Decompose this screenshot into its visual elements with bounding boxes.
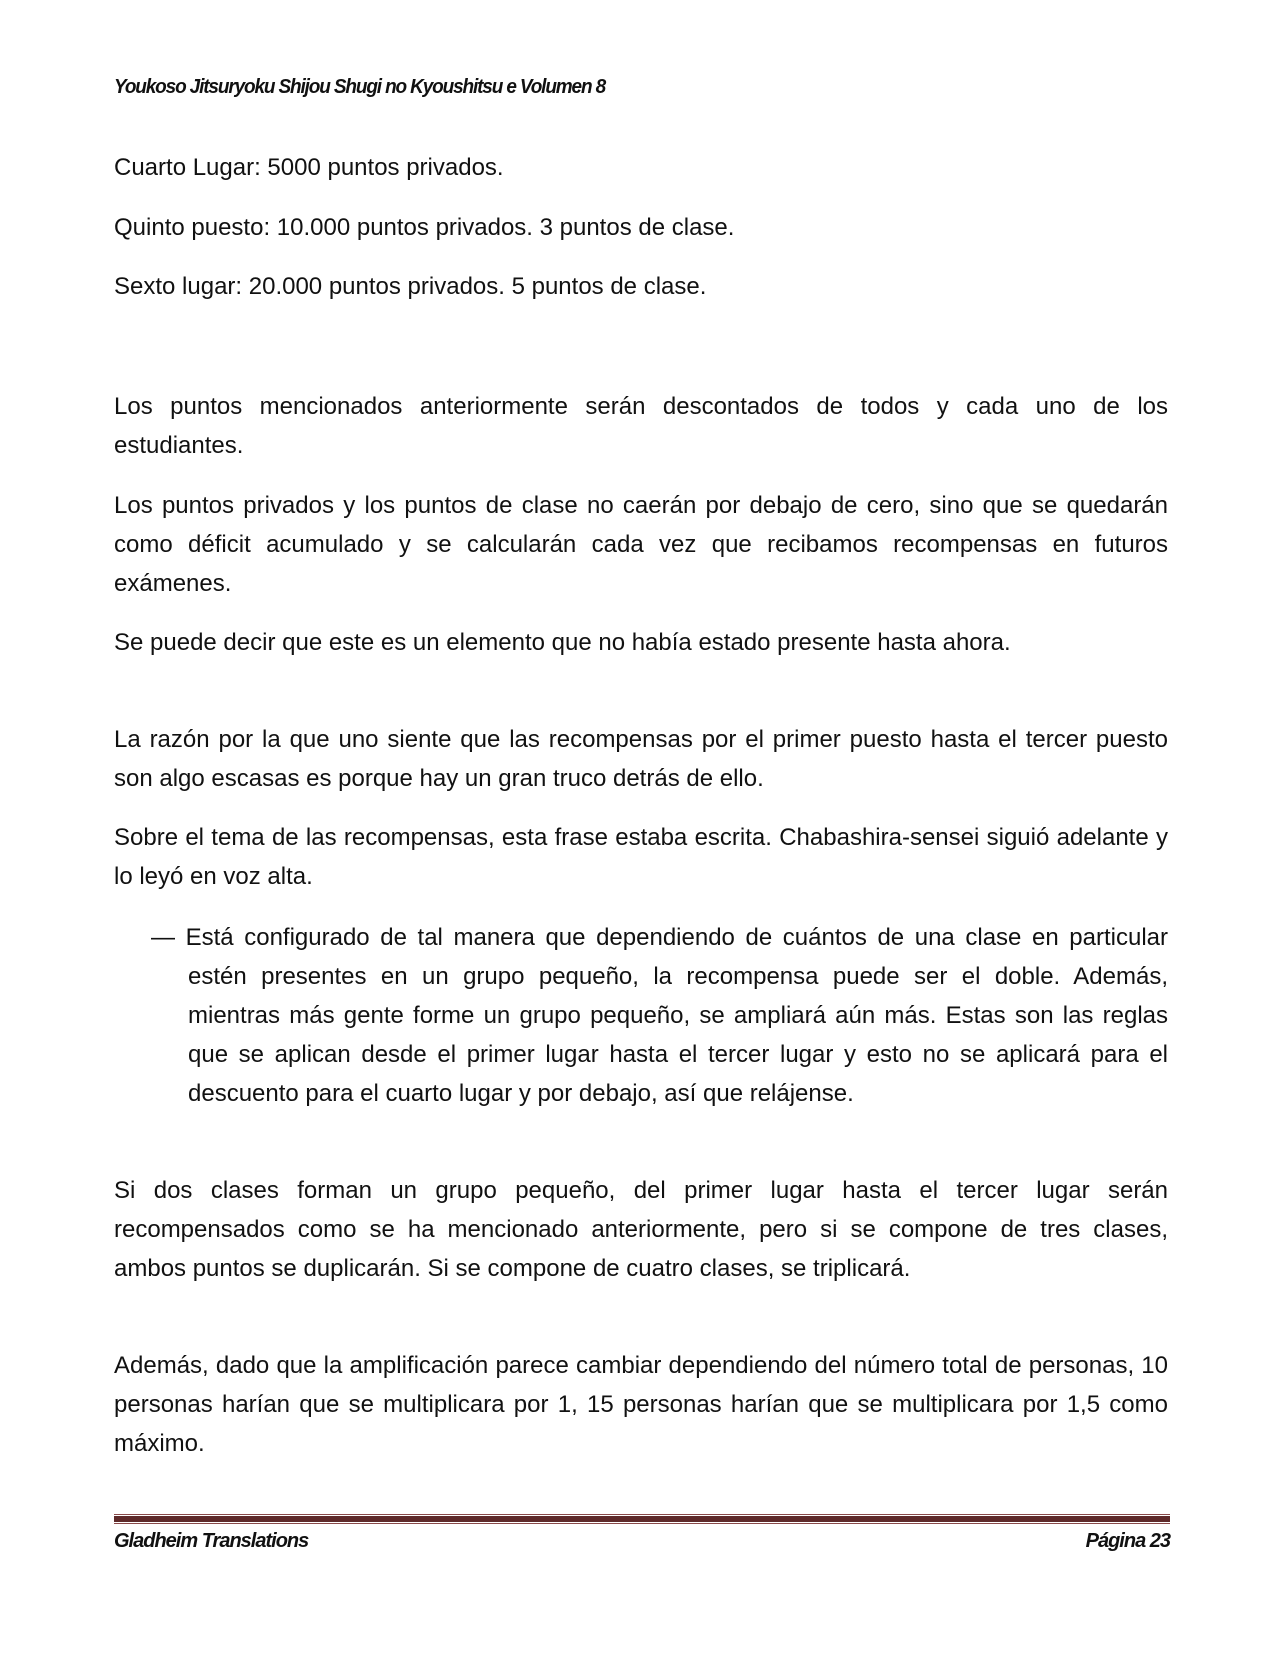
running-header: Youkoso Jitsuryoku Shijou Shugi no Kyoushitsu e Volumen 8	[114, 76, 606, 98]
paragraph: Se puede decir que este es un elemento que no había estado presente hasta ahora.	[114, 629, 1011, 656]
dialogue-paragraph: — Está configurado de tal manera que dependiendo de cuántos de una clase en particular estén presentes en un grupo pequeño, la recompensa puede ser el doble. Además, mientras más gente forme un grupo pequeño, se ampliará aún más. Estas son las reglas que se aplican desde el primer lugar hasta el tercer lugar y esto no se aplicará para el descuento para el cuarto lugar y por debajo, así que relájense.	[151, 924, 1168, 1107]
paragraph: Sobre el tema de las recompensas, esta frase estaba escrita. Chabashira-sensei siguió adelante y lo leyó en voz alta.	[114, 824, 1168, 890]
paragraph: Los puntos mencionados anteriormente serán descontados de todos y cada uno de los estudiantes.	[114, 393, 1168, 459]
footer-translator: Gladheim Translations	[114, 1530, 309, 1552]
paragraph: La razón por la que uno siente que las recompensas por el primer puesto hasta el tercer puesto son algo escasas es porque hay un gran truco detrás de ello.	[114, 726, 1168, 792]
footer-rule	[114, 1514, 1170, 1524]
paragraph: Sexto lugar: 20.000 puntos privados. 5 puntos de clase.	[114, 273, 707, 300]
paragraph: Cuarto Lugar: 5000 puntos privados.	[114, 154, 504, 181]
paragraph: Quinto puesto: 10.000 puntos privados. 3 puntos de clase.	[114, 214, 735, 241]
paragraph: Los puntos privados y los puntos de clase no caerán por debajo de cero, sino que se quedarán como déficit acumulado y se calcularán cada vez que recibamos recompensas en futuros exámenes.	[114, 492, 1168, 597]
paragraph: Además, dado que la amplificación parece cambiar dependiendo del número total de personas, 10 personas harían que se multiplicara por 1, 15 personas harían que se multiplicara por 1,5 como máximo.	[114, 1352, 1168, 1457]
paragraph: Si dos clases forman un grupo pequeño, del primer lugar hasta el tercer lugar serán recompensados como se ha mencionado anteriormente, pero si se compone de tres clases, ambos puntos se duplicarán. Si se compone de cuatro clases, se triplicará.	[114, 1177, 1168, 1282]
footer-page-number: Página 23	[1085, 1530, 1170, 1552]
